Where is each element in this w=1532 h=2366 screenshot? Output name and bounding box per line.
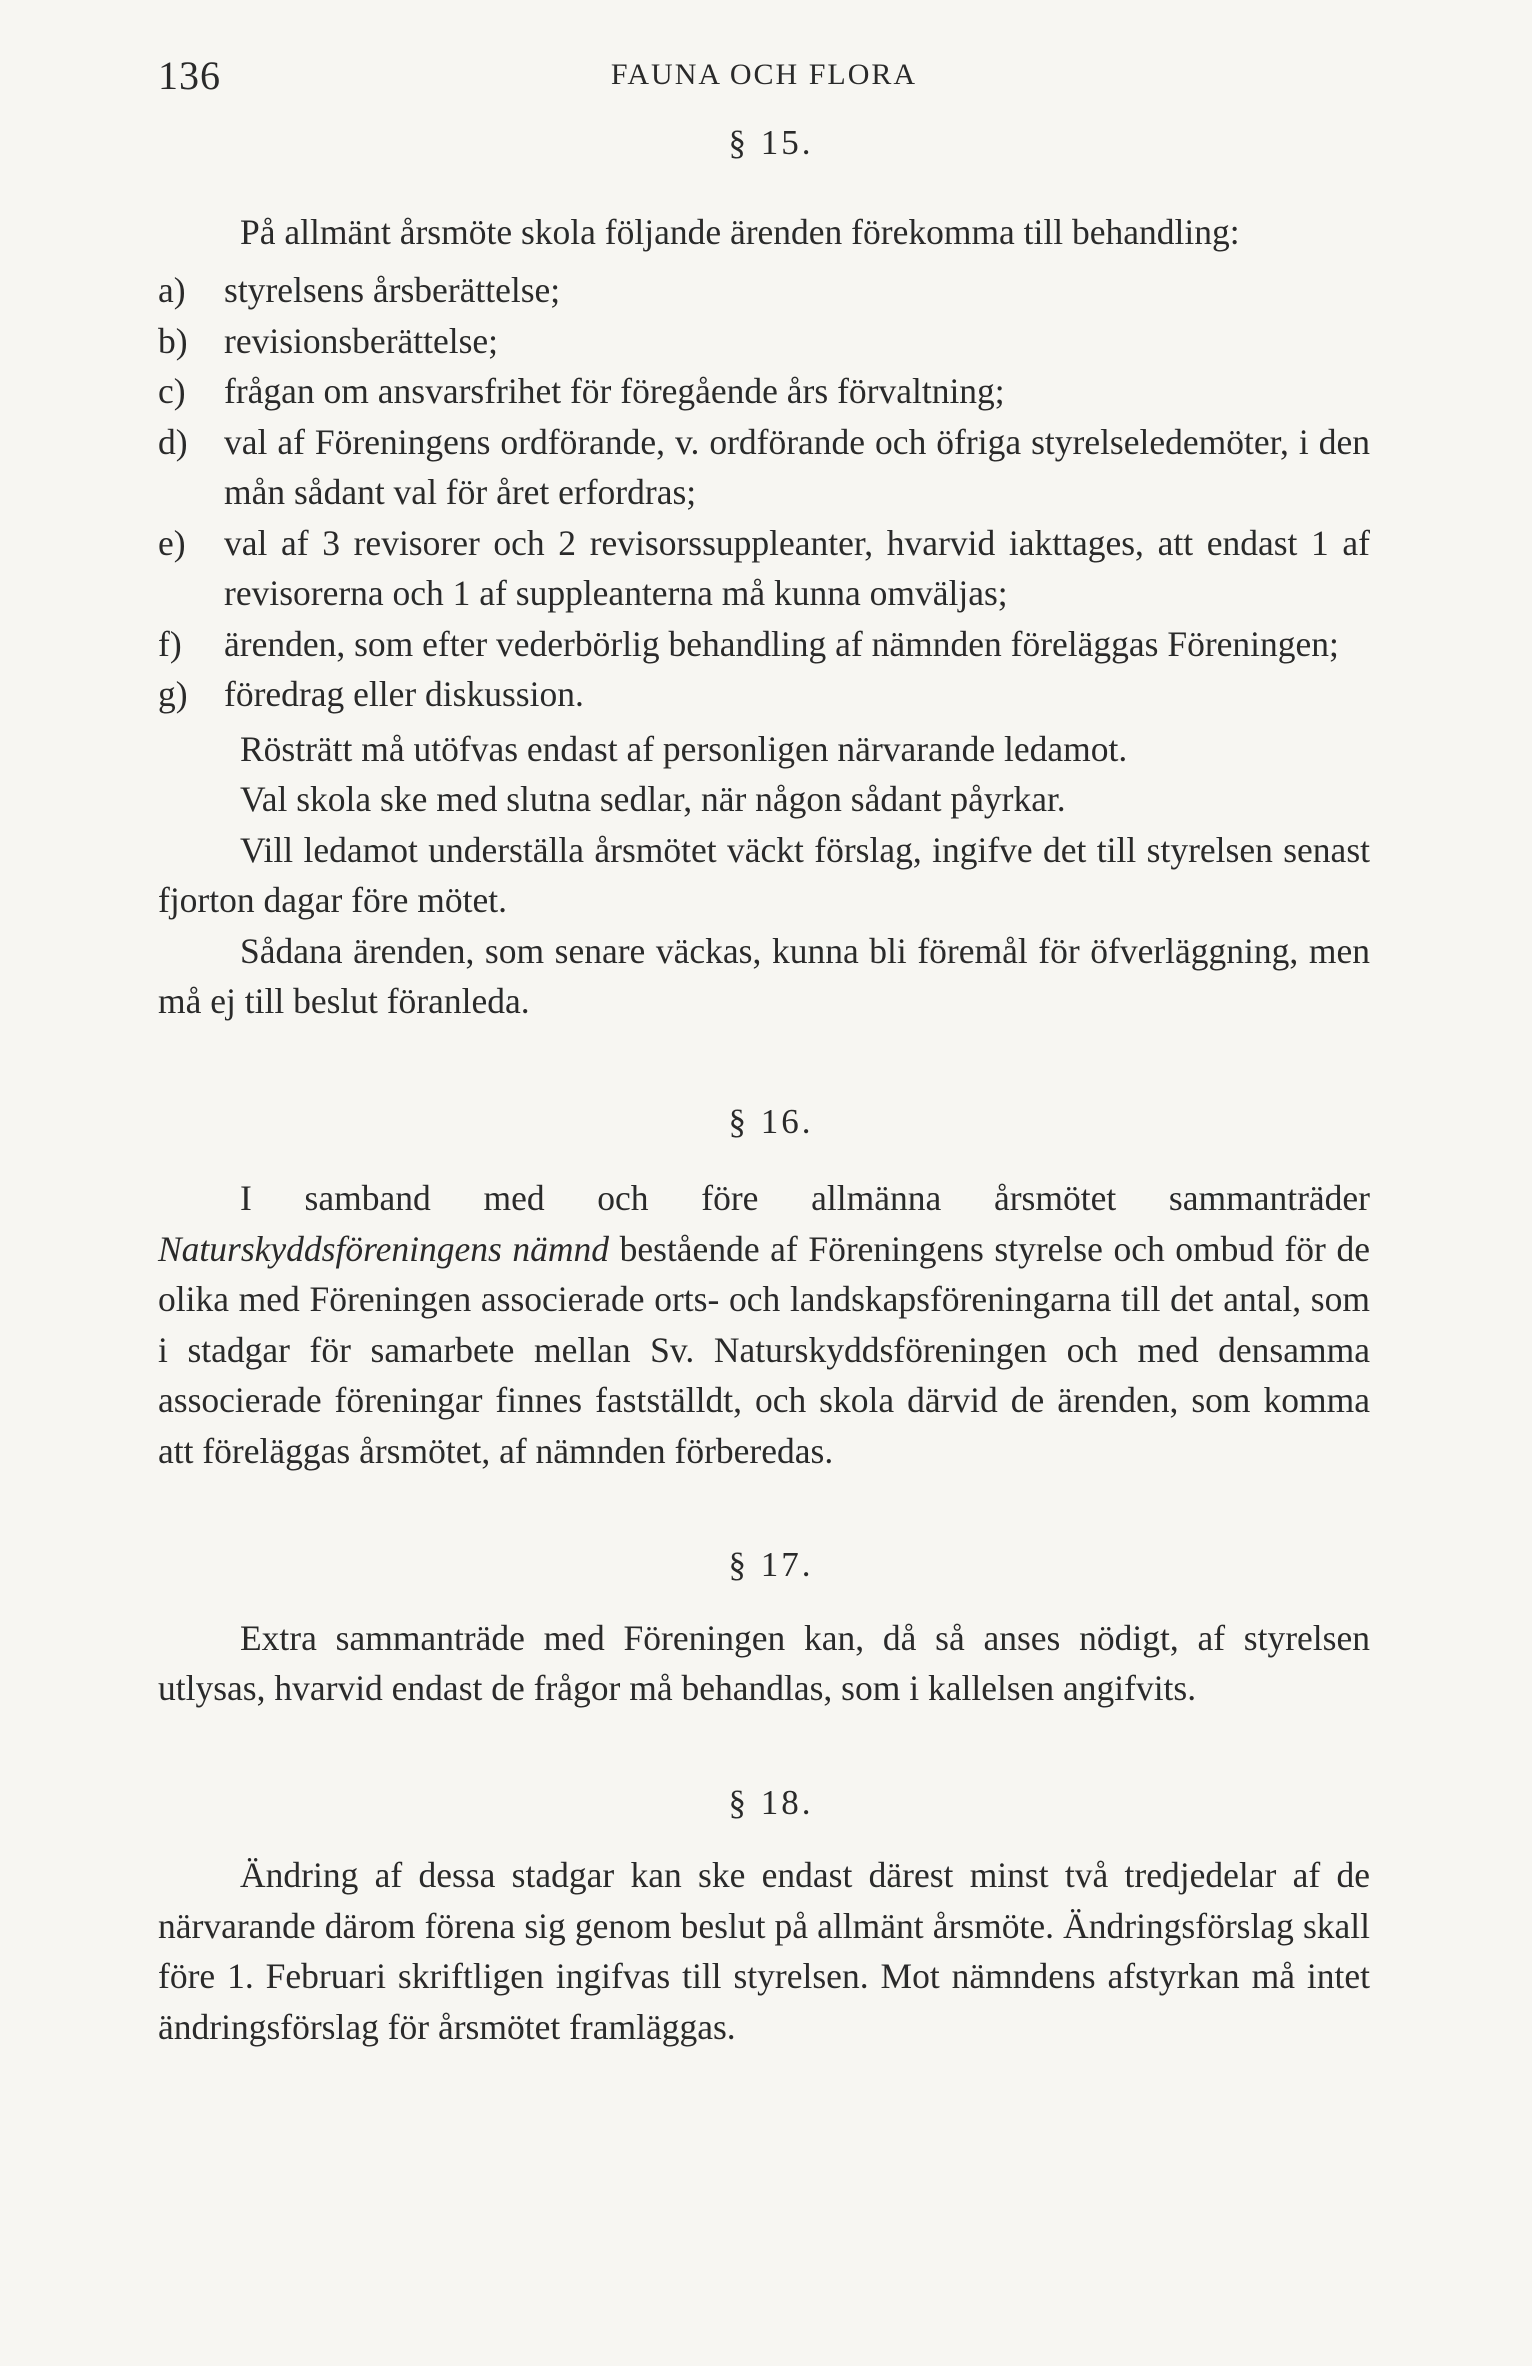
list-item: [158, 366, 1370, 417]
list-item: [158, 619, 1370, 670]
text-run: bestående af Föreningens styrelse och ombud för de olika med Föreningen associerade orts- och landskapsföreningarna till det antal, som i stadgar för samarbete mellan Sv. Naturskyddsföreningen och med densamma associerade föreningar finnes fastställdt, och skola därvid de ärenden, som komma att föreläggas årsmötet, af nämnden förberedas.: [158, 1228, 1370, 1471]
list-item-text: styrelsens årsberättelse;: [224, 270, 561, 310]
list-item-text: föredrag eller diskussion.: [224, 674, 584, 714]
agenda-list: [158, 265, 1370, 720]
italic-term: Naturskyddsföreningens nämnd: [158, 1228, 610, 1269]
list-item: [158, 316, 1370, 367]
section-18-text: Ändring af dessa stadgar kan ske endast därest minst två tredjedelar af de närvarande därom förena sig genom beslut på allmänt årsmöte. Ändringsförslag skall före 1. Februari skriftligen ingifvas till styrelsen. Mot nämndens afstyrkan må intet ändringsförslag för årsmötet framläggas.: [158, 1855, 1370, 2047]
list-item-text: ärenden, som efter vederbörlig behandling af nämnden föreläggas Föreningen;: [224, 623, 1339, 664]
running-head: [158, 52, 1370, 102]
list-item-letter: e): [158, 522, 186, 563]
running-title: FAUNA OCH FLORA: [610, 58, 918, 91]
page-number: 136: [158, 53, 221, 98]
list-item-text: val af 3 revisorer och 2 revisorssuppleanter, hvarvid iakttages, att endast 1 af revisorerna och 1 af suppleanterna må kunna omväljas;: [224, 522, 1370, 613]
section-heading-17: § 17.: [728, 1545, 814, 1584]
list-item: [158, 265, 1370, 316]
list-item-letter: g): [158, 674, 188, 714]
list-item: [158, 518, 1370, 619]
section-heading-16: § 16.: [728, 1101, 814, 1141]
section-15-intro: På allmänt årsmöte skola följande ärenden förekomma till behandling:: [240, 211, 1240, 252]
list-item: [158, 669, 1370, 720]
paragraph: Rösträtt må utöfvas endast af personligen närvarande ledamot.: [240, 728, 1128, 769]
list-item-text: revisionsberättelse;: [224, 320, 499, 361]
list-item-letter: a): [158, 270, 186, 310]
list-item-letter: f): [158, 623, 182, 664]
text-run: I samband med och före allmänna årsmötet sammanträder: [240, 1178, 1370, 1218]
list-item-text: val af Föreningens ordförande, v. ordförande och öfriga styrelseledemöter, i den mån sådant val för året erfordras;: [224, 421, 1370, 512]
section-17-text: Extra sammanträde med Föreningen kan, då så anses nödigt, af styrelsen utlysas, hvarvid endast de frågor må behandlas, som i kallelsen angifvits.: [158, 1617, 1370, 1708]
section-heading-15: § 15.: [728, 123, 814, 162]
section-heading-18: § 18.: [728, 1782, 814, 1822]
paragraph: Sådana ärenden, som senare väckas, kunna bli föremål för öfverläggning, men må ej till beslut föranleda.: [158, 930, 1370, 1021]
list-item-letter: b): [158, 320, 188, 361]
paragraph: Val skola ske med slutna sedlar, när någon sådant påyrkar.: [240, 779, 1066, 819]
list-item-text: frågan om ansvarsfrihet för föregående års förvaltning;: [224, 371, 1005, 411]
paragraph: Vill ledamot underställa årsmötet väckt förslag, ingifve det till styrelsen senast fjorton dagar före mötet.: [158, 829, 1370, 920]
page-content: [158, 118, 1370, 2052]
list-item-letter: c): [158, 371, 186, 411]
list-item: [158, 417, 1370, 518]
list-item-letter: d): [158, 421, 188, 462]
section-16-text: [158, 1173, 1370, 1476]
